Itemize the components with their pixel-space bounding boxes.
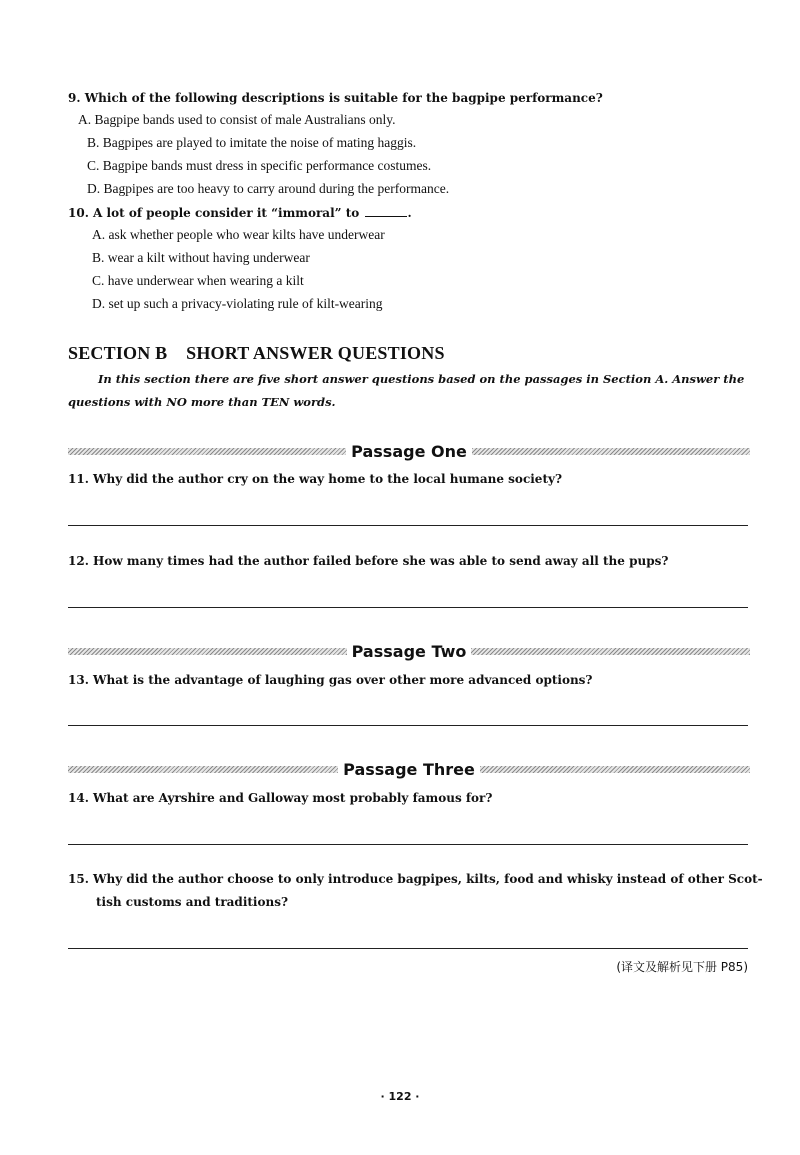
passage-one-header <box>68 440 750 462</box>
question-14: 14. What are Ayrshire and Galloway most probably famous for? <box>68 791 493 805</box>
question-13: 13. What is the advantage of laughing gas over other more advanced options? <box>68 673 593 687</box>
passage-three-title: Passage Three <box>343 759 475 779</box>
answer-line-13[interactable] <box>68 725 748 726</box>
hatch-divider <box>480 766 750 773</box>
answer-line-11[interactable] <box>68 525 748 526</box>
section-b-title: SECTION B SHORT ANSWER QUESTIONS <box>68 343 445 363</box>
answer-line-14[interactable] <box>68 844 748 845</box>
hatch-divider <box>68 648 347 655</box>
question-9-option-a: A. Bagpipe bands used to consist of male Australians only. <box>78 112 396 127</box>
question-15: 15. Why did the author choose to only introduce bagpipes, kilts, food and whisky instead of other Scot- <box>68 872 763 886</box>
instruction-line-2: questions with NO more than TEN words. <box>68 395 336 409</box>
answer-line-12[interactable] <box>68 607 748 608</box>
question-10-option-a: A. ask whether people who wear kilts have underwear <box>92 227 385 242</box>
passage-one-title: Passage One <box>351 441 467 461</box>
question-11: 11. Why did the author cry on the way home to the local humane society? <box>68 472 562 486</box>
question-9-option-c: C. Bagpipe bands must dress in specific performance costumes. <box>87 158 432 173</box>
question-10-stem <box>68 205 412 220</box>
question-9-stem: 9. Which of the following descriptions is suitable for the bagpipe performance? <box>68 91 603 105</box>
hatch-divider <box>68 766 338 773</box>
question-9-option-b: B. Bagpipes are played to imitate the noise of mating haggis. <box>87 135 417 150</box>
hatch-divider <box>472 448 750 455</box>
passage-two-header <box>68 640 750 662</box>
question-10-stem-end: . <box>407 206 412 220</box>
answer-blank <box>365 205 407 217</box>
question-10-stem-text: 10. A lot of people consider it “immoral” to <box>68 206 360 220</box>
instruction-line-1: In this section there are five short answer questions based on the passages in Section A. Answer the <box>98 372 745 386</box>
answer-line-15[interactable] <box>68 948 748 949</box>
passage-three-header <box>68 758 750 780</box>
question-10-option-b: B. wear a kilt without having underwear <box>92 250 310 265</box>
page-number: · 122 · <box>380 1090 420 1103</box>
question-15-continued: tish customs and traditions? <box>96 895 288 909</box>
question-12: 12. How many times had the author failed before she was able to send away all the pups? <box>68 554 669 568</box>
passage-two-title: Passage Two <box>351 641 467 661</box>
question-10-option-d: D. set up such a privacy-violating rule of kilt-wearing <box>92 296 383 311</box>
hatch-divider <box>68 448 346 455</box>
section-b-instructions <box>68 368 750 414</box>
hatch-divider <box>471 648 750 655</box>
question-9-option-d: D. Bagpipes are too heavy to carry around during the performance. <box>87 181 450 196</box>
answer-reference: (译文及解析见下册 P85) <box>616 960 748 974</box>
question-10-option-c: C. have underwear when wearing a kilt <box>92 273 304 288</box>
